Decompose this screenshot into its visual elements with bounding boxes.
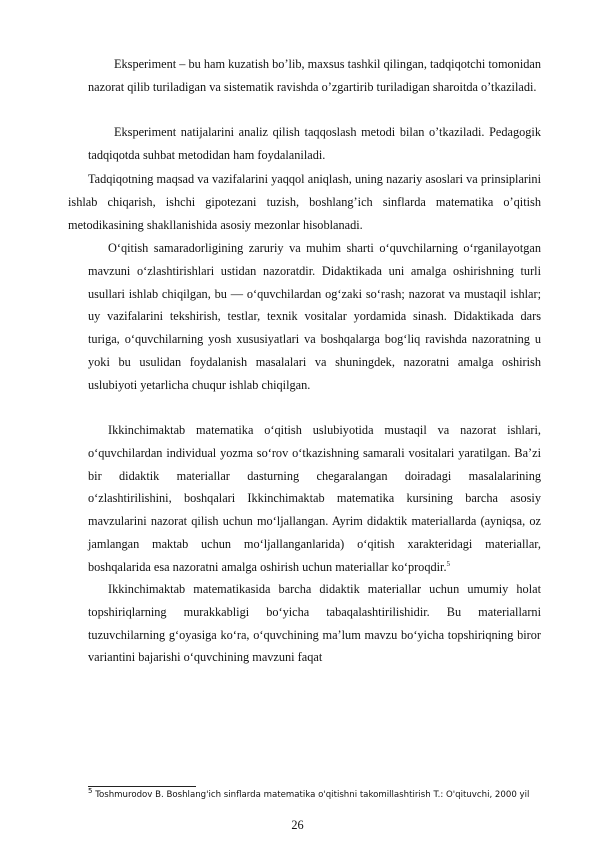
page-number: 26 (291, 818, 304, 832)
paragraph-tadqiqot-maqsad: Tadqiqotning maqsad va vazifalarini yaqqol aniqlash, uning nazariy asoslari va prinsiplarini ishlab chiqarish, ishchi gipotezani tuzish, boshlang’ich sinflarda matematika o’qitish metodikasining shakllanishida asosiy mezonlar hisoblanadi. (68, 172, 541, 232)
paragraph-tabaqalashtirish: Ikkinchimaktab matematikasida barcha didaktik materiallar uchun umumiy holat topshiriqlarning murakkabligi bo‘yicha tabaqalashtirilishidir. Bu materiallarni tuzuvchilarning g‘oyasiga ko‘ra, o‘quvchining ma’lum mavzu bo‘yicha topshiriqning biror variantini bajarishi o‘quvchining mavzuni faqat (88, 582, 541, 665)
paragraph-analiz: Eksperiment natijalarini analiz qilish taqqoslash metodi bilan o’tkaziladi. Pedagogik tadqiqotda suhbat metodidan ham foydalaniladi. (88, 125, 541, 162)
footnote-text: Toshmurodov B. Boshlang'ich sinflarda matematika o'qitishni takomillashtirish T.: O'qituvchi, 2000 yil (95, 790, 530, 800)
paragraph-nazorat: O‘qitish samaradorligining zaruriy va muhim sharti o‘quvchilarning o‘rganilayotgan mavzuni o‘zlashtirishlari ustidan nazoratdir. Didaktikada uni amalga oshirishning turli usullari ishlab chiqilgan, bu — o‘quvchilardan og‘zaki so‘rash; nazorat va mustaqil ishlar; uy vazifalarini tekshirish, testlar, texnik vositalar yordamida sinash. Didaktikada dars turiga, o‘quvchilarning yosh xususiyatlari va boshqalarga bog‘liq ravishda nazoratning u yoki bu usulidan foydalanish masalalari va shuningdek, nazoratni amalga oshirish uslubiyoti yetarlicha chuqur ishlab chiqilgan. (88, 241, 541, 392)
paragraph-eksperiment: Eksperiment – bu ham kuzatish bo’lib, maxsus tashkil qilingan, tadqiqotchi tomonidan nazorat qilib turiladigan va sistematik ravishda o’zgartirib turiladigan sharoitda o’tkaziladi. (88, 57, 541, 94)
footnote (88, 789, 541, 802)
paragraph-didaktik-materiallar (88, 419, 541, 579)
footnote-divider (88, 786, 196, 787)
footnote-reference[interactable]: 5 (446, 559, 451, 568)
footnote-number: 5 (88, 787, 93, 796)
paragraph-text: Ikkinchimaktab matematika o‘qitish uslubiyotida mustaqil va nazorat ishlari, o‘quvchilardan individual yozma so‘rov o‘tkazishning samarali vositalari yaratilgan. Ba’zi bir didaktik materiallar dasturning chegaralangan doiradagi masalalarining o‘zlashtirilishini, boshqalari Ikkinchimaktab matematika kursining barcha asosiy mavzularini nazorat qilish uchun mo‘ljallangan. Ayrim didaktik materiallarda (ayniqsa, oz jamlangan maktab uchun mo‘ljallanganlarida) o‘qitish xarakteridagi materiallar, boshqalarida esa nazoratni amalga oshirish uchun materiallar ko‘proqdir. (88, 423, 541, 574)
